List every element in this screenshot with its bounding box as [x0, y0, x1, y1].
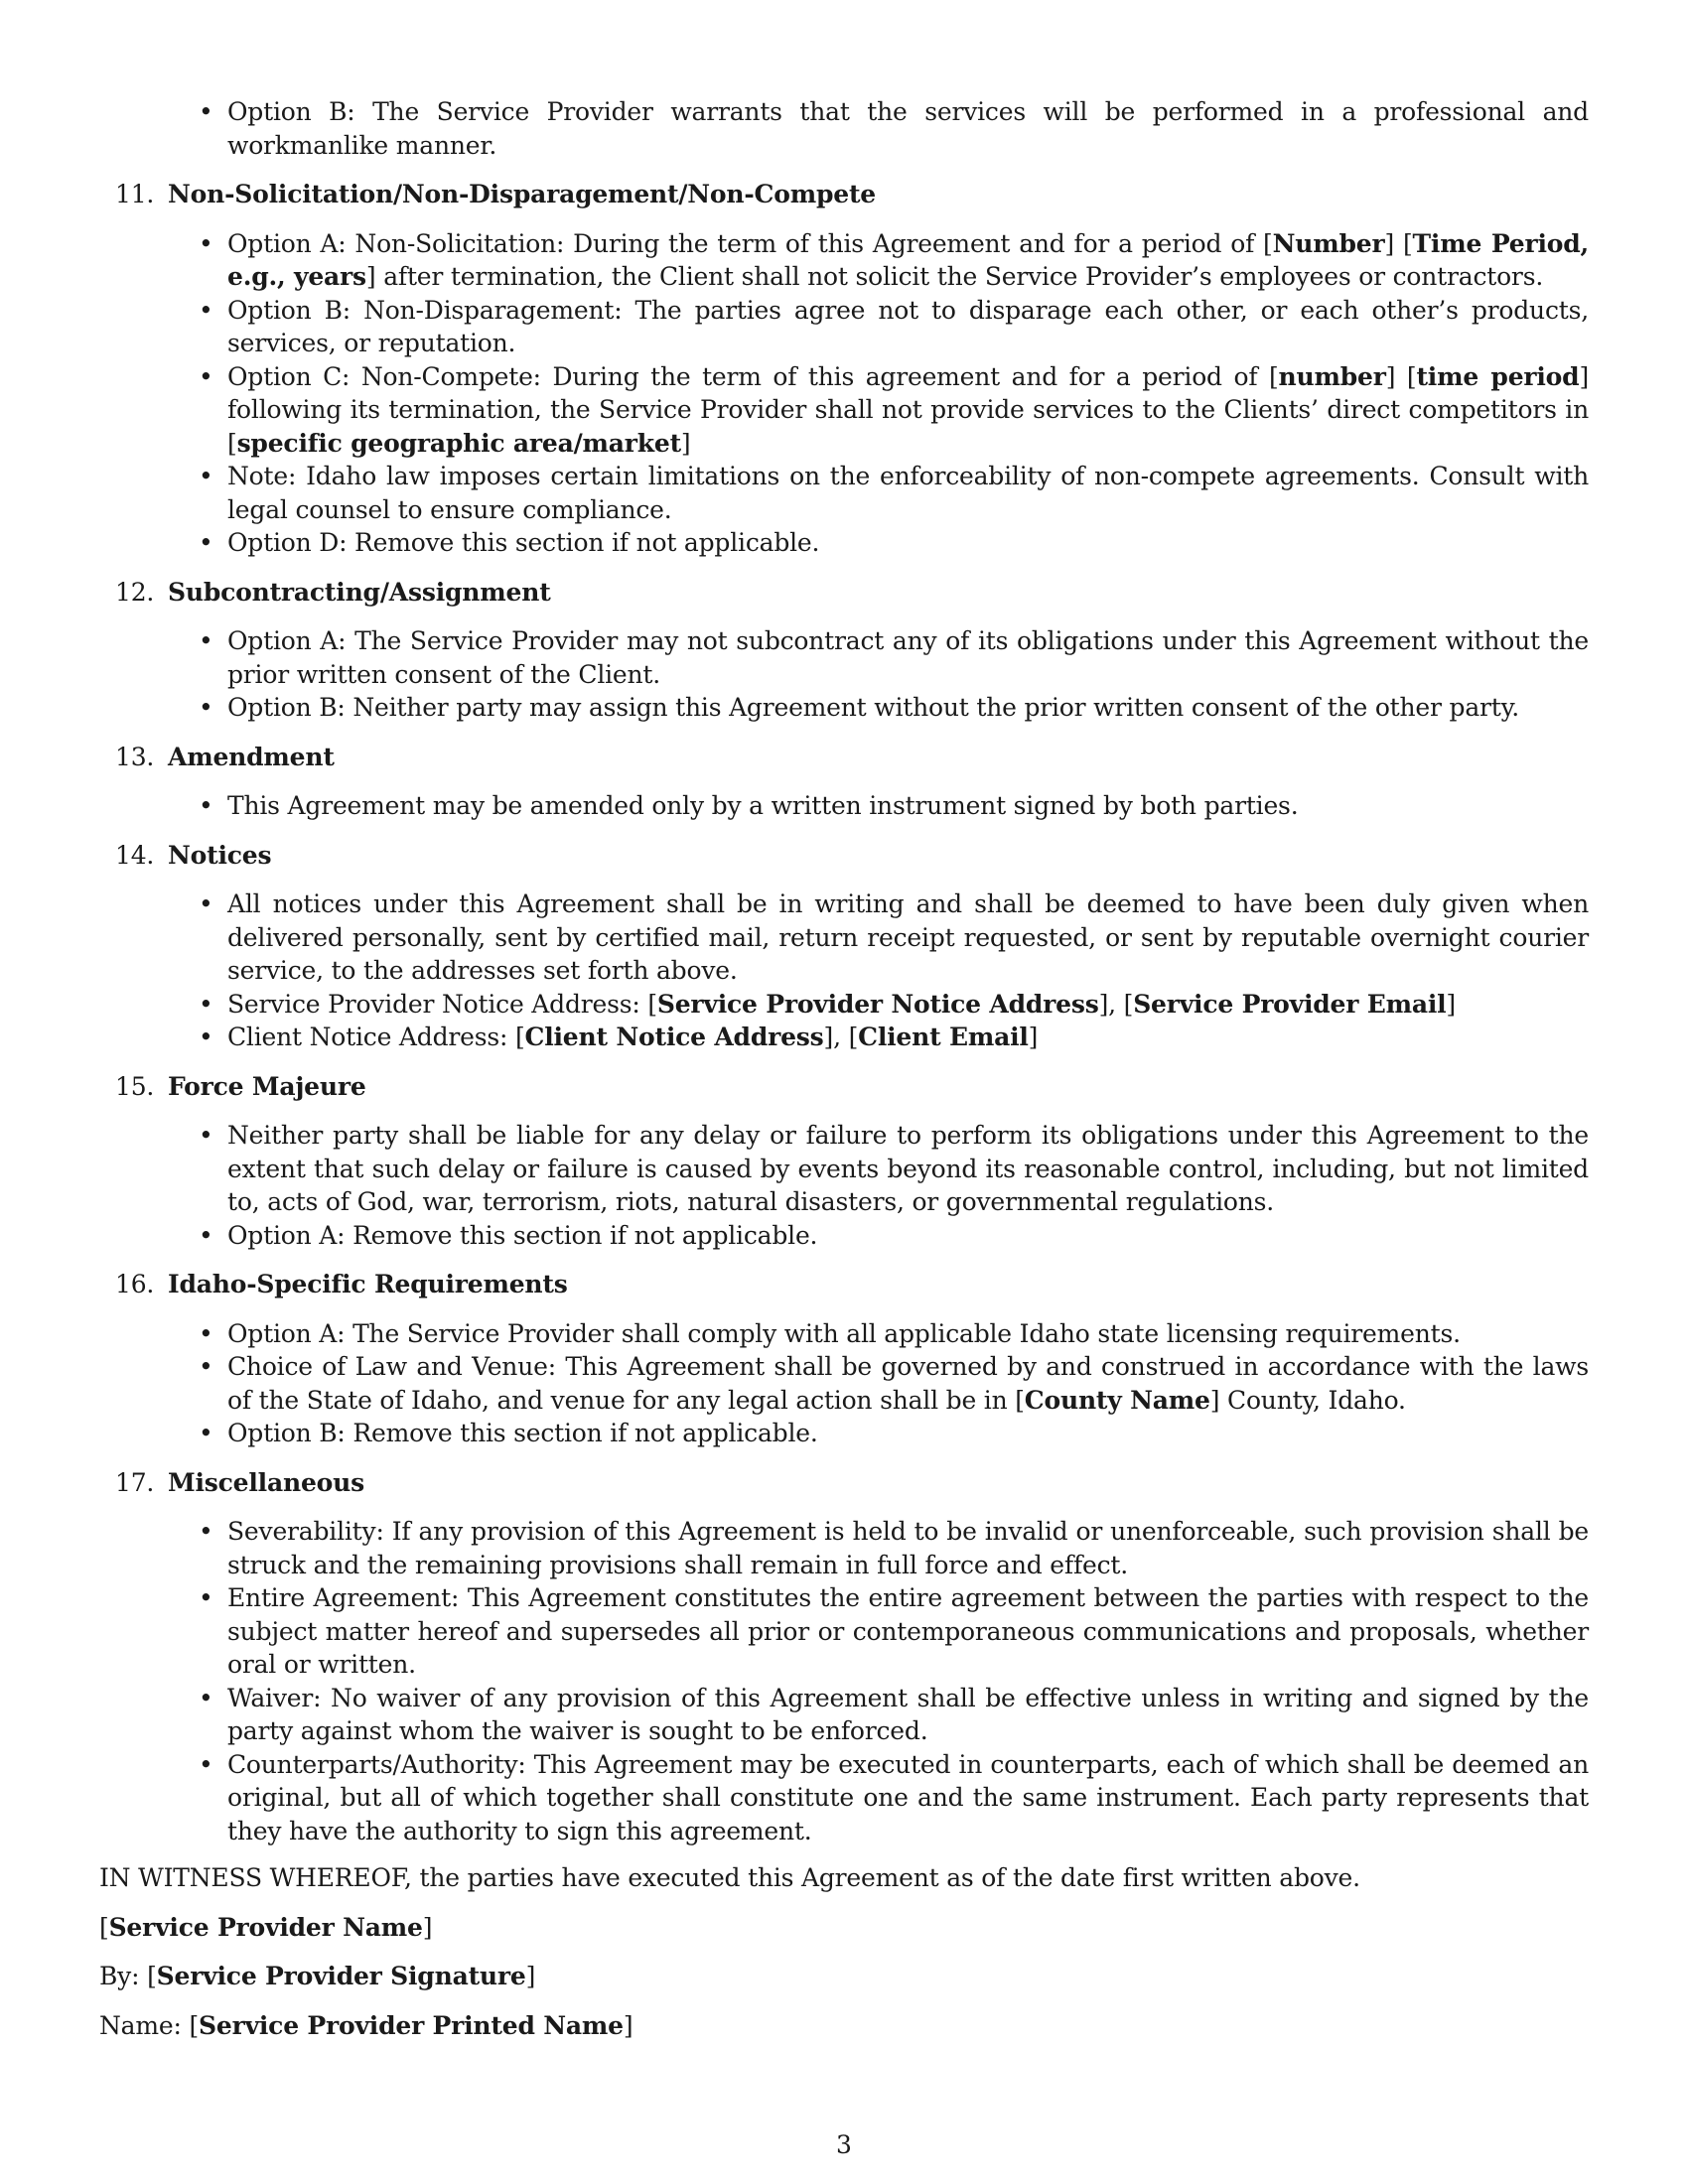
placeholder-field: Client Email [858, 1023, 1029, 1051]
section-title: Non-Solicitation/Non-Disparagement/Non-Compete [168, 180, 877, 208]
witness-paragraph: IN WITNESS WHEREOF, the parties have executed this Agreement as of the date first written above. [99, 1863, 1360, 1892]
text-run: ], [ [1098, 989, 1134, 1019]
list-item [227, 789, 1589, 823]
section-number: 11. [115, 180, 155, 208]
list-item [227, 1219, 1589, 1253]
list-item [227, 1350, 1589, 1417]
text-run: Option A: The Service Provider may not subcontract any of its obligations under this Agreement without the prior written consent of the Client. [227, 626, 1589, 689]
by-label: By: [99, 1962, 140, 1990]
text-run: Entire Agreement: This Agreement constitutes the entire agreement between the parties with respect to the subject matter hereof and supersedes all prior or contemporaneous communications and proposals, whether oral or written. [227, 1583, 1589, 1679]
section-heading [99, 178, 1589, 211]
list-item [227, 624, 1589, 691]
section-heading [99, 1268, 1589, 1301]
section-heading [99, 1070, 1589, 1104]
page-number: 3 [836, 2130, 852, 2159]
text-run: Option B: Remove this section if not applicable. [227, 1419, 818, 1447]
section-title: Amendment [168, 742, 335, 771]
text-run: Service Provider Notice Address: [ [227, 989, 657, 1019]
text-run: ] following its termination, the Service Provider shall not provide services to the Clients’ direct competitors in [ [227, 361, 1590, 458]
list-item [227, 1682, 1589, 1748]
section-number: 16. [115, 1270, 155, 1298]
section-bullet-list [99, 624, 1589, 725]
text-run: Neither party shall be liable for any delay or failure to perform its obligations under this Agreement to the extent that such delay or failure is caused by events beyond its reasonable control, including, but not limited to, acts of God, war, terrorism, riots, natural disasters, or governmental regulations. [227, 1121, 1589, 1216]
section-heading [99, 741, 1589, 774]
text-run: ] [ [1385, 361, 1417, 391]
section-bullet-list [99, 1119, 1589, 1252]
section-title: Subcontracting/Assignment [168, 577, 551, 607]
signature-provider-name: [Service Provider Name] [99, 1912, 433, 1942]
text-run: Note: Idaho law imposes certain limitations on the enforceability of non-compete agreements. Consult with legal counsel to ensure compliance. [227, 462, 1589, 524]
section-number: 12. [115, 577, 155, 607]
list-item [227, 1317, 1589, 1351]
section-number: 13. [115, 742, 155, 771]
list-item [227, 1581, 1589, 1682]
placeholder-field: Service Provider Notice Address [656, 989, 1099, 1019]
document-page [99, 95, 1589, 2042]
list-item [227, 1119, 1589, 1219]
list-item [227, 887, 1589, 988]
provider-name-value: Service Provider Name [108, 1912, 423, 1942]
section-title: Notices [168, 840, 272, 870]
section-bullet-list [99, 1317, 1589, 1450]
list-item [227, 294, 1589, 360]
text-run: Option D: Remove this section if not applicable. [227, 528, 820, 557]
section-bullet-list [99, 887, 1589, 1054]
text-run: ] after termination, the Client shall not solicit the Service Provider’s employees or contractors. [365, 262, 1544, 291]
text-run: Option A: Non-Solicitation: During the term of this Agreement and for a period of [ [227, 228, 1273, 258]
section-bullet-list [99, 1515, 1589, 1847]
list-item [227, 988, 1589, 1022]
list-item [227, 1515, 1589, 1581]
section-bullet-list [99, 227, 1589, 560]
list-item [227, 360, 1589, 461]
text-run: ], [ [823, 1023, 859, 1051]
list-item [227, 227, 1589, 294]
text-run: Choice of Law and Venue: This Agreement shall be governed by and construed in accordance with the laws of the State of Idaho, and venue for any legal action shall be in [ [227, 1352, 1589, 1415]
text-run: Counterparts/Authority: This Agreement may be executed in counterparts, each of which shall be deemed an original, but all of which together shall constitute one and the same instrument. Each party represents that they have the authority to sign this agreement. [227, 1749, 1589, 1845]
text-run: Option A: Remove this section if not applicable. [227, 1220, 818, 1250]
text-run: This Agreement may be amended only by a written instrument signed by both parties. [227, 791, 1299, 820]
intro-bullet-list [99, 95, 1589, 162]
signature-name-line: Name: [Service Provider Printed Name] [99, 2010, 633, 2040]
text-run: Option A: The Service Provider shall comply with all applicable Idaho state licensing requirements. [227, 1318, 1461, 1348]
text-run: Option B: Neither party may assign this Agreement without the prior written consent of the other party. [227, 693, 1519, 722]
section-number: 17. [115, 1467, 155, 1497]
list-item [227, 1021, 1589, 1054]
section-number: 14. [115, 840, 155, 870]
text-run: ] [680, 428, 691, 458]
list-item [227, 1748, 1589, 1848]
text-run: ] [1028, 1023, 1039, 1051]
section-title: Force Majeure [168, 1071, 366, 1101]
text-run: Waiver: No waiver of any provision of this Agreement shall be effective unless in writing and signed by the party against whom the waiver is sought to be enforced. [227, 1683, 1589, 1745]
text-run: Severability: If any provision of this Agreement is held to be invalid or unenforceable, such provision shall be struck and the remaining provisions shall remain in full force and effect. [227, 1517, 1589, 1579]
text-run: ] [ [1384, 228, 1413, 258]
list-item [227, 1417, 1589, 1450]
name-value: Service Provider Printed Name [199, 2010, 624, 2040]
placeholder-field: specific geographic area/market [236, 428, 681, 458]
list-item [227, 460, 1589, 526]
by-value: Service Provider Signature [156, 1962, 526, 1990]
placeholder-field: Service Provider Email [1133, 989, 1447, 1019]
section-heading [99, 839, 1589, 873]
signature-by-line: By: [Service Provider Signature] [99, 1962, 536, 1990]
text-run: Client Notice Address: [ [227, 1023, 525, 1051]
placeholder-field: Number [1272, 228, 1385, 258]
text-run: ] [1446, 989, 1456, 1019]
placeholder-field: time period [1416, 361, 1580, 391]
placeholder-field: County Name [1024, 1385, 1210, 1415]
text-run: ] County, Idaho. [1209, 1385, 1406, 1415]
list-item [227, 526, 1589, 560]
placeholder-field: number [1278, 361, 1386, 391]
list-item [227, 691, 1589, 725]
text-run: All notices under this Agreement shall be in writing and shall be deemed to have been duly given when delivered personally, sent by certified mail, return receipt requested, or sent by reputable overnight courier service, to the addresses set forth above. [227, 889, 1589, 985]
list-item: • Option B: The Service Provider warrants that the services will be performed in a professional and workmanlike manner. [227, 95, 1589, 162]
placeholder-field: Time Period, e.g., years [227, 228, 1589, 291]
placeholder-field: Client Notice Address [524, 1023, 824, 1051]
section-heading [99, 1466, 1589, 1500]
sections-container [99, 178, 1589, 1847]
name-label: Name: [99, 2010, 182, 2040]
section-heading [99, 576, 1589, 610]
section-bullet-list [99, 789, 1589, 823]
section-number: 15. [115, 1071, 155, 1101]
text-run: Option B: Non-Disparagement: The parties agree not to disparage each other, or each other’s products, services, or reputation. [227, 295, 1589, 357]
section-title: Idaho-Specific Requirements [168, 1270, 568, 1298]
text-run: Option C: Non-Compete: During the term of this agreement and for a period of [ [227, 361, 1279, 391]
section-title: Miscellaneous [168, 1467, 364, 1497]
